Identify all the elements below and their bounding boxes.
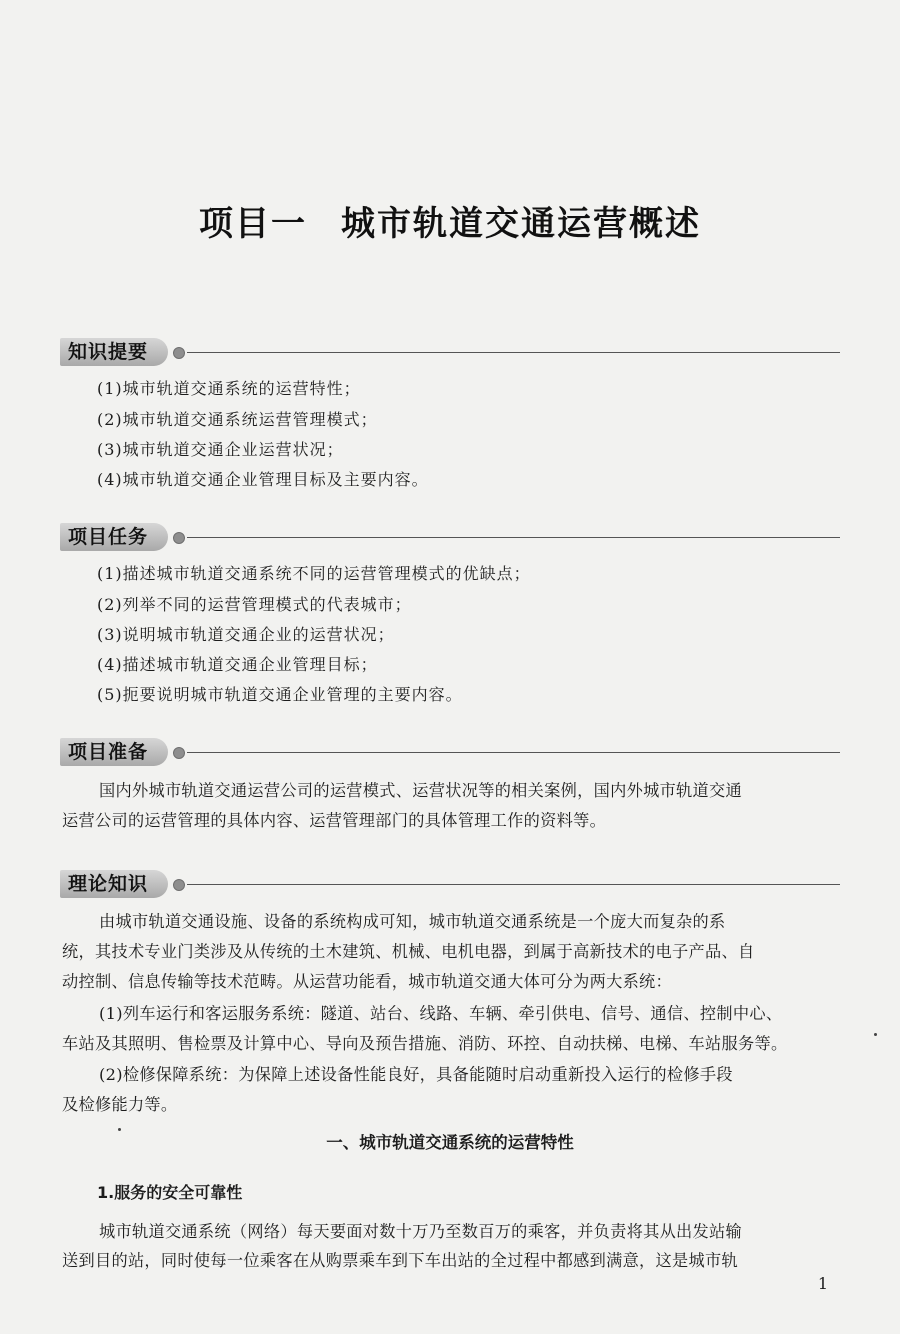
knowledge-item: (3)城市轨道交通企业运营状况； xyxy=(97,440,344,459)
print-speck xyxy=(874,1033,877,1036)
paragraph-line: 运营公司的运营管理的具体内容、运营管理部门的具体管理工作的资料等。 xyxy=(62,811,607,830)
paragraph-line: 国内外城市轨道交通运营公司的运营模式、运营状况等的相关案例，国内外城市轨道交通 xyxy=(99,781,743,800)
theory-section-header xyxy=(60,870,840,900)
preparation-heading: 项目准备 xyxy=(60,738,168,766)
task-item: (2)列举不同的运营管理模式的代表城市； xyxy=(97,595,412,614)
task-item: (5)扼要说明城市轨道交通企业管理的主要内容。 xyxy=(97,685,463,704)
knowledge-item: (2)城市轨道交通系统运营管理模式； xyxy=(97,410,378,429)
section-heading: 一、城市轨道交通系统的运营特性 xyxy=(326,1133,574,1152)
tasks-section-header xyxy=(60,523,840,553)
task-item: (3)说明城市轨道交通企业的运营状况； xyxy=(97,625,395,644)
divider xyxy=(187,752,840,753)
bullet-dot-icon xyxy=(173,747,185,759)
paragraph-line: 送到目的站，同时使每一位乘客在从购票乘车到下车出站的全过程中都感到满意，这是城市轨 xyxy=(62,1251,738,1270)
paragraph-line: 由城市轨道交通设施、设备的系统构成可知，城市轨道交通系统是一个庞大而复杂的系 xyxy=(99,912,726,931)
paragraph-line: 及检修能力等。 xyxy=(62,1095,178,1114)
divider xyxy=(187,537,840,538)
chapter-number: 项目一 xyxy=(199,204,307,244)
paragraph-line: (2)检修保障系统：为保障上述设备性能良好，具备能随时启动重新投入运行的检修手段 xyxy=(99,1065,733,1084)
knowledge-section-header xyxy=(60,338,840,368)
bullet-dot-icon xyxy=(173,532,185,544)
knowledge-heading: 知识提要 xyxy=(60,338,168,366)
preparation-section-header xyxy=(60,738,840,768)
bullet-dot-icon xyxy=(173,347,185,359)
paragraph-line: (1)列车运行和客运服务系统：隧道、站台、线路、车辆、牵引供电、信号、通信、控制中心、 xyxy=(99,1004,783,1023)
task-item: (4)描述城市轨道交通企业管理目标； xyxy=(97,655,378,674)
divider xyxy=(187,884,840,885)
bullet-dot-icon xyxy=(173,879,185,891)
page-number: 1 xyxy=(817,1274,828,1293)
knowledge-item: (1)城市轨道交通系统的运营特性； xyxy=(97,379,361,398)
subsection-heading: 1.服务的安全可靠性 xyxy=(97,1183,243,1202)
theory-heading: 理论知识 xyxy=(60,870,168,898)
task-item: (1)描述城市轨道交通系统不同的运营管理模式的优缺点； xyxy=(97,564,531,583)
tasks-heading: 项目任务 xyxy=(60,523,168,551)
knowledge-item: (4)城市轨道交通企业管理目标及主要内容。 xyxy=(97,470,429,489)
chapter-name: 城市轨道交通运营概述 xyxy=(341,204,701,244)
paragraph-line: 城市轨道交通系统（网络）每天要面对数十万乃至数百万的乘客，并负责将其从出发站输 xyxy=(99,1222,743,1241)
paragraph-line: 统，其技术专业门类涉及从传统的土木建筑、机械、电机电器，到属于高新技术的电子产品、自 xyxy=(62,942,755,961)
paragraph-line: 车站及其照明、售检票及计算中心、导向及预告措施、消防、环控、自动扶梯、电梯、车站服务等。 xyxy=(62,1034,788,1053)
divider xyxy=(187,352,840,353)
chapter-title xyxy=(0,196,900,245)
paragraph-line: 动控制、信息传输等技术范畴。从运营功能看，城市轨道交通大体可分为两大系统： xyxy=(62,972,673,991)
